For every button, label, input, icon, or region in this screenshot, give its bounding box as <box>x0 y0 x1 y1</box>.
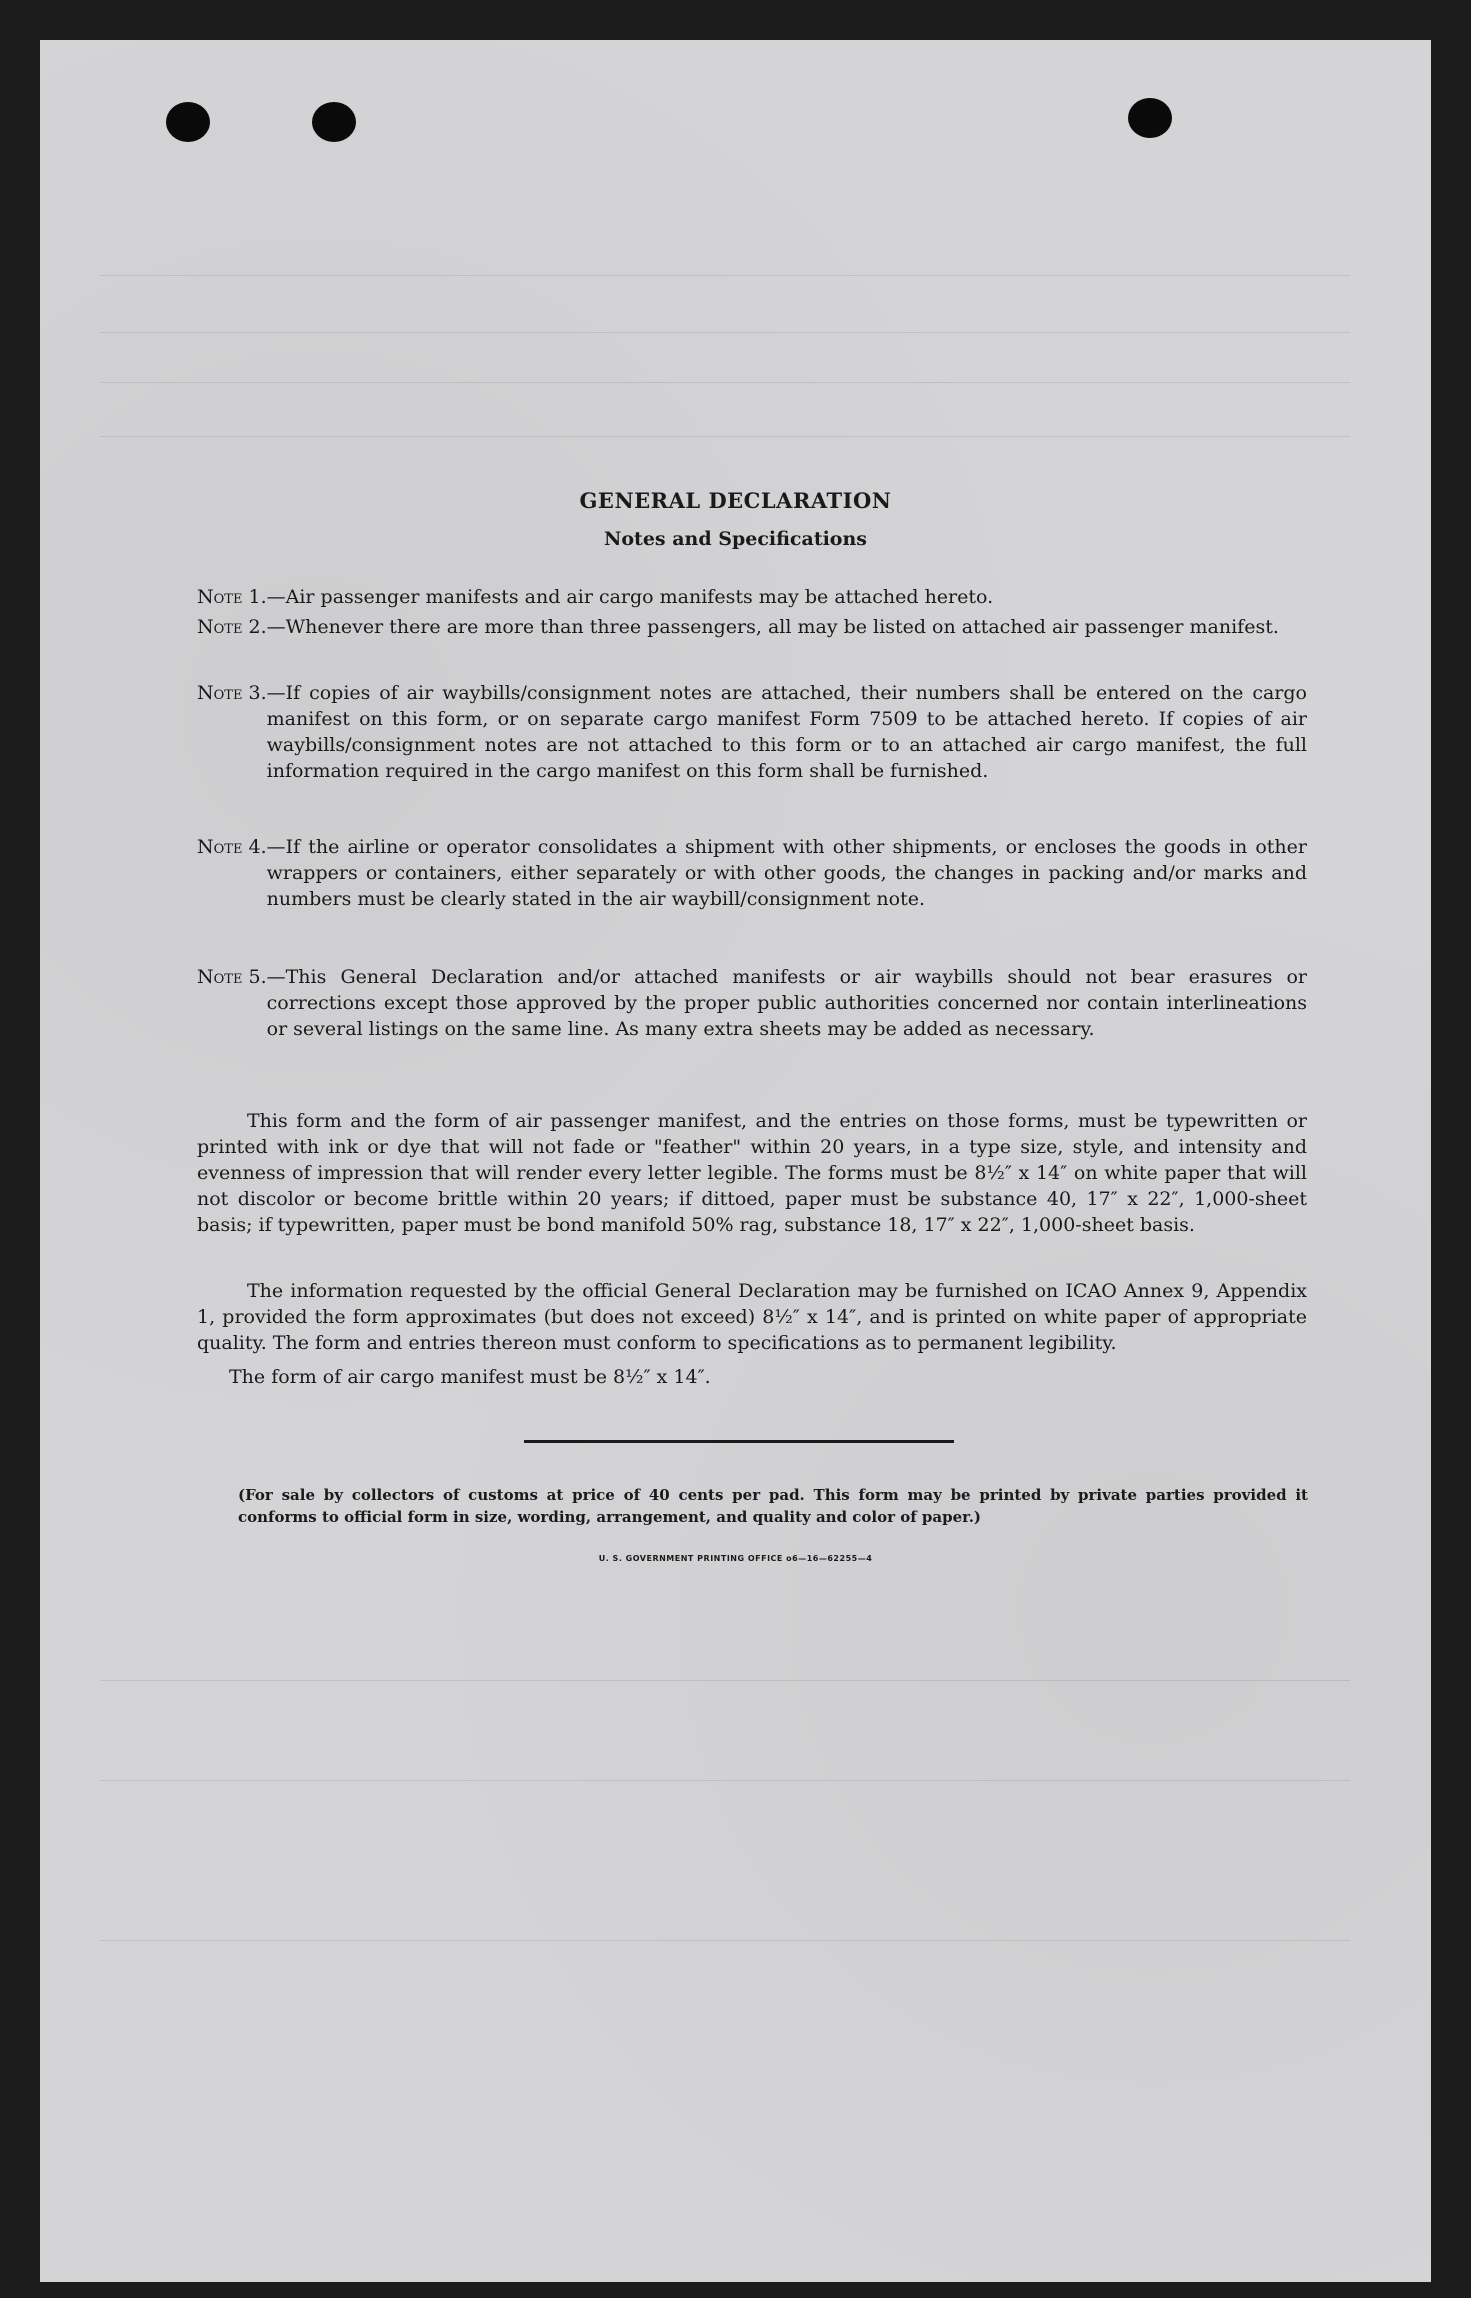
bleed-through-line <box>100 1780 1350 1781</box>
page-title: GENERAL DECLARATION <box>579 488 892 513</box>
note-label: Note 5. <box>197 966 267 988</box>
note-text: —This General Declaration and/or attached manifests or air waybills should not bear erasures or corrections except those approved by the proper public authorities concerned nor contain interlineations or several listings on the same line. As many extra sheets may be added as necessary. <box>266 966 1307 1040</box>
bleed-through-line <box>100 332 1350 333</box>
note-text: —If copies of air waybills/consignment notes are attached, their numbers shall be entered on the cargo manifest on this form, or on separate cargo manifest Form 7509 to be attached hereto. If copies of air waybills/consignment notes are not attached to this form or to an attached air cargo manifest, the full information required in the cargo manifest on this form shall be furnished. <box>266 682 1307 782</box>
document-page <box>40 40 1431 2282</box>
bleed-through-line <box>100 436 1350 437</box>
punch-hole-right <box>1128 98 1172 138</box>
paragraph-form-requirements: This form and the form of air passenger manifest, and the entries on those forms, must be typewritten or printed with ink or dye that will not fade or "feather" within 20 years, in a type size, style, and intensity and evenness of impression that will render every letter legible. The forms must be 8½″ x 14″ on white paper that will not discolor or become brittle within 20 years; if dittoed, paper must be substance 40, 17″ x 22″, 1,000-sheet basis; if typewritten, paper must be bond manifold 50% rag, substance 18, 17″ x 22″, 1,000-sheet basis. <box>197 1110 1307 1236</box>
note-text: —If the airline or operator consolidates a shipment with other shipments, or encloses the goods in other wrappers or containers, either separately or with other goods, the changes in packing and/or marks and numbers must be clearly stated in the air waybill/consignment note. <box>266 836 1307 910</box>
note-1 <box>197 584 1307 610</box>
note-5 <box>197 964 1307 1042</box>
printer-line: U. S. GOVERNMENT PRINTING OFFICE o6—16—62255—4 <box>598 1554 873 1563</box>
note-label: Note 4. <box>197 836 267 858</box>
note-label: Note 3. <box>197 682 267 704</box>
punch-hole-center-left <box>312 102 356 142</box>
note-text: —Air passenger manifests and air cargo manifests may be attached hereto. <box>266 586 994 608</box>
note-2 <box>197 614 1307 640</box>
note-4 <box>197 834 1307 912</box>
note-label: Note 1. <box>197 586 267 608</box>
bleed-through-line <box>100 382 1350 383</box>
note-text: —Whenever there are more than three passengers, all may be listed on attached air passenger manifest. <box>266 616 1279 638</box>
bleed-through-line <box>100 275 1350 276</box>
punch-hole-left <box>166 102 210 142</box>
page-subtitle: Notes and Specifications <box>604 528 867 550</box>
bleed-through-line <box>100 1940 1350 1941</box>
paragraph-cargo-size: The form of air cargo manifest must be 8½″ x 14″. <box>229 1366 711 1388</box>
sale-notice: (For sale by collectors of customs at price of 40 cents per pad. This form may be printed by private parties provided it conforms to official form in size, wording, arrangement, and quality and color of paper.) <box>238 1486 1308 1526</box>
divider <box>524 1440 954 1443</box>
note-3 <box>197 680 1307 784</box>
paragraph-icao: The information requested by the official General Declaration may be furnished on ICAO Annex 9, Appendix 1, provided the form approximates (but does not exceed) 8½″ x 14″, and is printed on white paper of appropriate quality. The form and entries thereon must conform to specifications as to permanent legibility. <box>197 1280 1307 1354</box>
note-label: Note 2. <box>197 616 267 638</box>
bleed-through-line <box>100 1680 1350 1681</box>
